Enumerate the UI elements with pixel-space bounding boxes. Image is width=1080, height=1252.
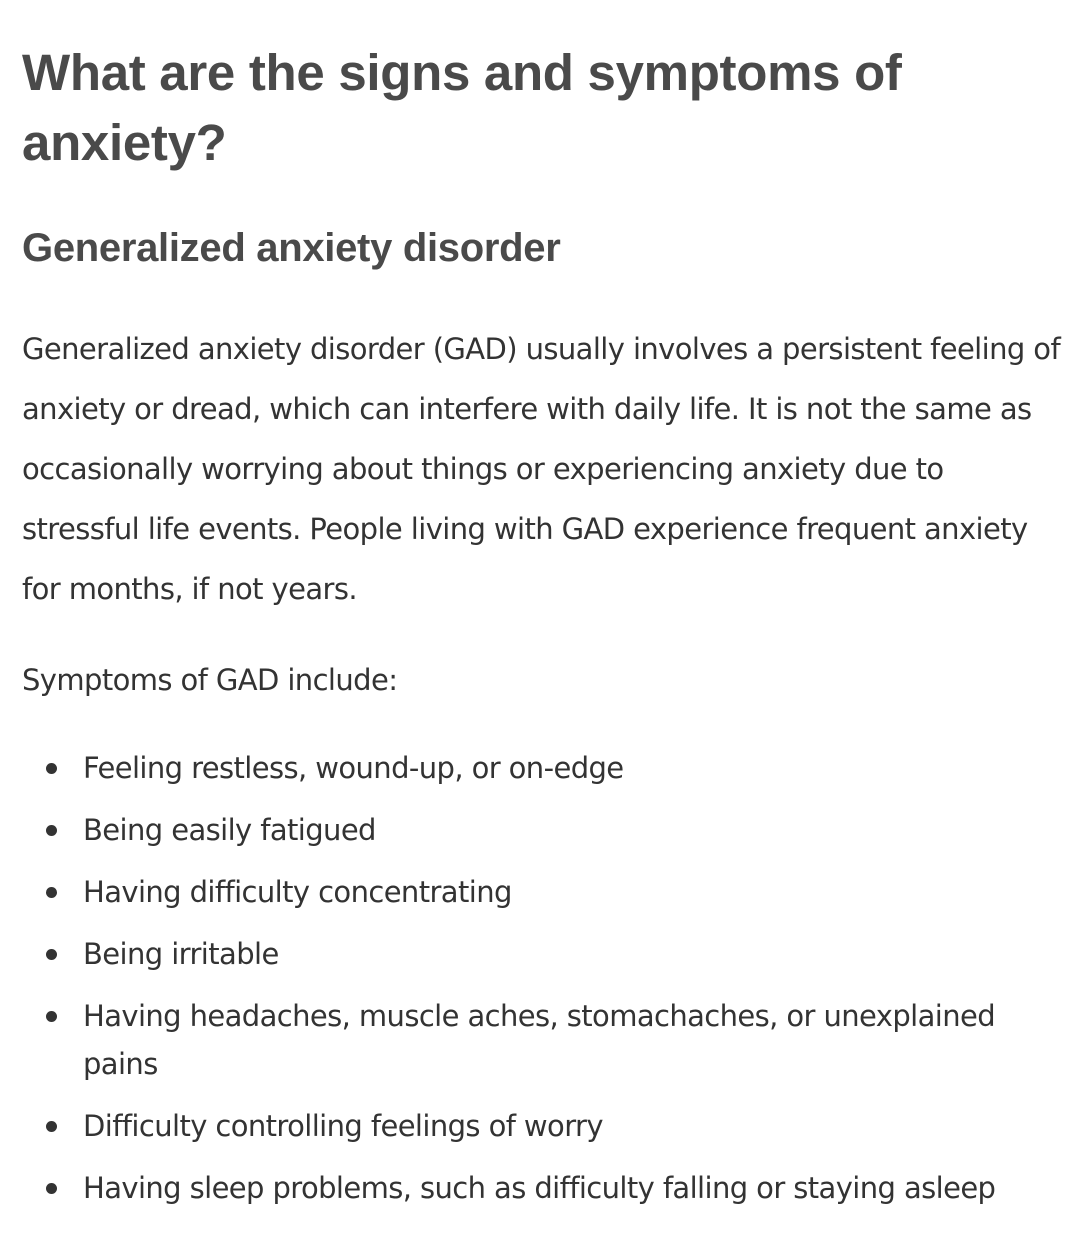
list-item: [22, 1164, 1062, 1212]
bullet-icon: [46, 1011, 57, 1022]
symptoms-intro: Symptoms of GAD include:: [22, 663, 398, 697]
symptom-text: Being easily fatigued: [83, 813, 376, 847]
section-heading: Generalized anxiety disorder: [22, 226, 561, 270]
gad-description-paragraph: Generalized anxiety disorder (GAD) usually involves a persistent feeling of anxiety or dread, which can interfere with daily life. It is not the same as occasionally worrying about things or experiencing anxiety due to stressful life events. People living with GAD experience frequent anxiety for months, if not years.: [22, 332, 1061, 606]
bullet-icon: [46, 825, 57, 836]
symptom-text: Having difficulty concentrating: [83, 875, 512, 909]
list-item: [22, 806, 1062, 854]
list-item: [22, 1102, 1062, 1150]
bullet-icon: [46, 763, 57, 774]
symptoms-list: [22, 744, 1062, 1226]
list-item: [22, 992, 1062, 1088]
bullet-icon: [46, 949, 57, 960]
bullet-icon: [46, 1121, 57, 1132]
page-title: What are the signs and symptoms of anxiety?: [22, 44, 902, 171]
bullet-icon: [46, 887, 57, 898]
list-item: [22, 868, 1062, 916]
list-item: [22, 930, 1062, 978]
list-item: [22, 744, 1062, 792]
bullet-icon: [46, 1183, 57, 1194]
symptom-text: Feeling restless, wound-up, or on-edge: [83, 751, 624, 785]
symptom-text: Having sleep problems, such as difficulty falling or staying asleep: [83, 1171, 996, 1205]
symptom-text: Difficulty controlling feelings of worry: [83, 1109, 603, 1143]
symptom-text: Being irritable: [83, 937, 279, 971]
symptom-text: Having headaches, muscle aches, stomachaches, or unexplained pains: [83, 999, 996, 1081]
